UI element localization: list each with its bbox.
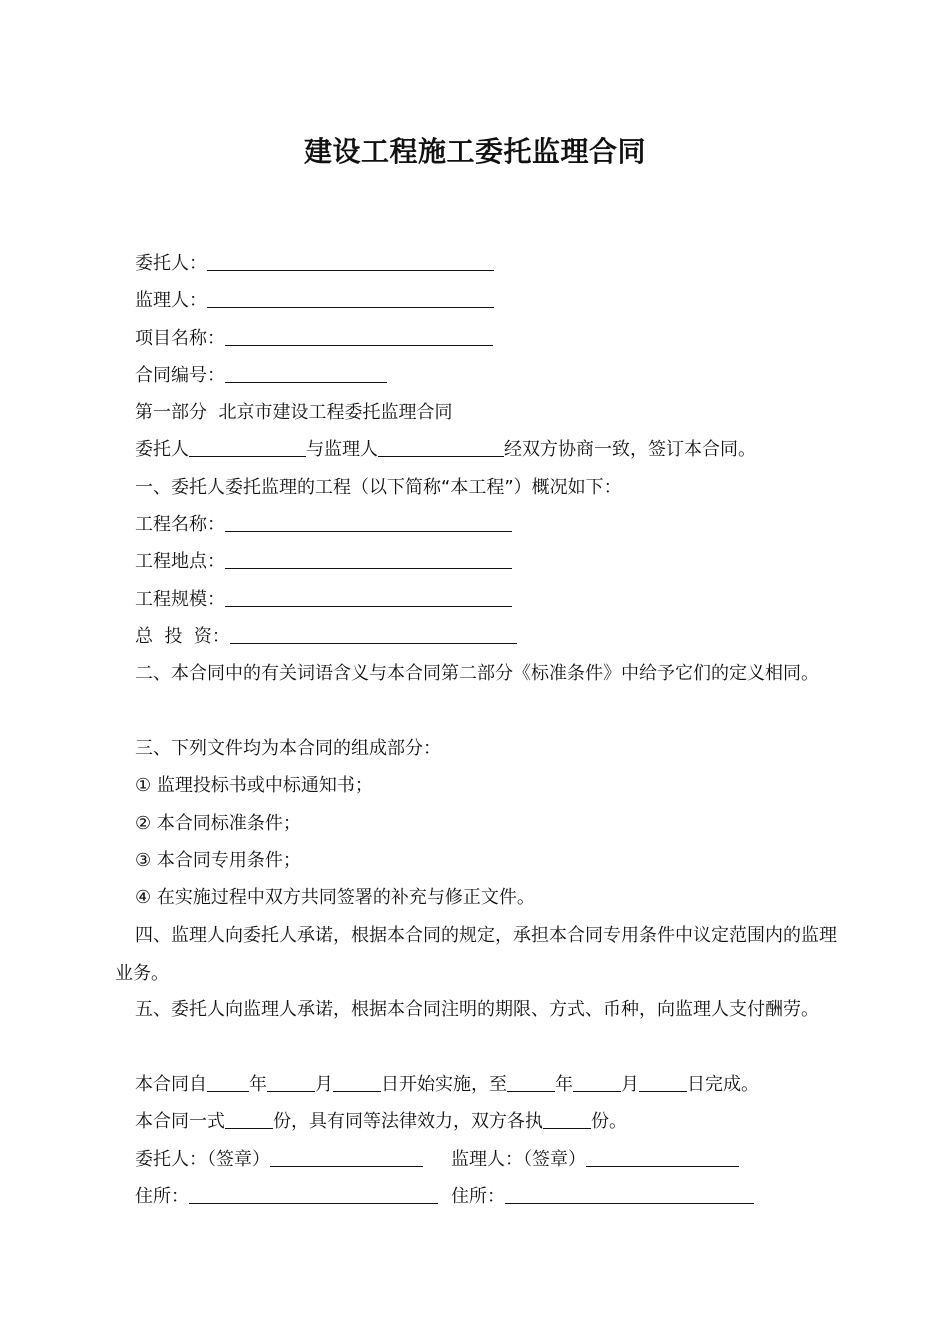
project-title-label: 工程名称： [135,514,225,535]
section-5-paragraph: 五、委托人向监理人承诺，根据本合同注明的期限、方式、币种，向监理人支付酬劳。 [135,999,819,1020]
supervisor-address [451,1185,754,1209]
investment-field [135,625,517,649]
client-address-blank [189,1185,438,1204]
project-name-label: 项目名称： [135,328,225,349]
contract-no-label: 合同编号： [135,365,225,386]
section-2-paragraph: 二、本合同中的有关词语含义与本合同第二部分《标准条件》中给予它们的定义相同。 [135,663,819,684]
investment-blank [230,625,517,644]
end-year-blank [507,1073,555,1092]
document-item-4: ④ 在实施过程中双方共同签署的补充与修正文件。 [135,887,535,908]
supervisor-signature-blank [586,1148,739,1167]
period-day-start-label: 日开始实施，至 [381,1074,507,1095]
agreement-client-label: 委托人 [135,439,189,460]
project-title-blank [225,513,512,532]
part-one-heading: 第一部分 北京市建设工程委托监理合同 [135,402,453,423]
project-scale-field [135,588,512,612]
section-4-paragraph: 四、监理人向委托人承诺，根据本合同的规定，承担本合同专用条件中议定范围内的监理业务。 [115,925,837,984]
agreement-supervisor-label: 与监理人 [306,439,378,460]
project-name-field [135,327,493,351]
supervisor-signature-label: 监理人：（签章） [451,1149,586,1170]
project-location-label: 工程地点： [135,551,225,572]
period-day-end-label: 日完成。 [687,1074,759,1095]
client-address [135,1185,438,1209]
supervisor-blank [207,289,494,308]
period-year-label-2: 年 [555,1074,573,1095]
period-start-label: 本合同自 [135,1074,207,1095]
document-item-3: ③ 本合同专用条件； [135,850,301,871]
client-signature-label: 委托人：（签章） [135,1149,270,1170]
agreement-line [135,438,756,462]
supervisor-address-label: 住所： [451,1186,505,1207]
end-day-blank [639,1073,687,1092]
project-location-blank [225,550,512,569]
document-item-1: ① 监理投标书或中标通知书； [135,775,373,796]
investment-label: 总 投 资： [135,626,230,647]
client-address-label: 住所： [135,1186,189,1207]
supervisor-field [135,289,494,313]
copies-middle: 份，具有同等法律效力，双方各执 [273,1111,543,1132]
client-field [135,252,494,276]
period-month-label: 月 [315,1074,333,1095]
copies-line [135,1110,627,1134]
contract-no-blank [225,364,387,383]
project-location-field [135,550,512,574]
project-title-field [135,513,512,537]
period-line [135,1073,759,1097]
client-label: 委托人： [135,253,207,274]
copies-prefix: 本合同一式 [135,1111,225,1132]
start-day-blank [333,1073,381,1092]
client-signature [135,1148,423,1172]
period-year-label: 年 [249,1074,267,1095]
copies-total-blank [225,1110,273,1129]
supervisor-address-blank [505,1185,754,1204]
agreement-supervisor-blank [378,438,504,457]
start-month-blank [267,1073,315,1092]
period-month-label-2: 月 [621,1074,639,1095]
end-month-blank [573,1073,621,1092]
supervisor-label: 监理人： [135,290,207,311]
supervisor-signature [451,1148,739,1172]
section-3-heading: 三、下列文件均为本合同的组成部分： [135,738,441,759]
client-blank [207,252,494,271]
start-year-blank [207,1073,249,1092]
contract-no-field [135,364,387,388]
client-signature-blank [270,1148,423,1167]
section-1-heading: 一、委托人委托监理的工程（以下简称“本工程”）概况如下： [135,477,622,498]
page-title: 建设工程施工委托监理合同 [303,135,646,168]
copies-suffix: 份。 [591,1111,627,1132]
copies-each-blank [543,1110,591,1129]
project-scale-label: 工程规模： [135,589,225,610]
agreement-client-blank [189,438,306,457]
project-scale-blank [225,588,512,607]
project-name-blank [225,327,493,346]
document-item-2: ② 本合同标准条件； [135,813,301,834]
agreement-rest: 经双方协商一致，签订本合同。 [504,439,756,460]
